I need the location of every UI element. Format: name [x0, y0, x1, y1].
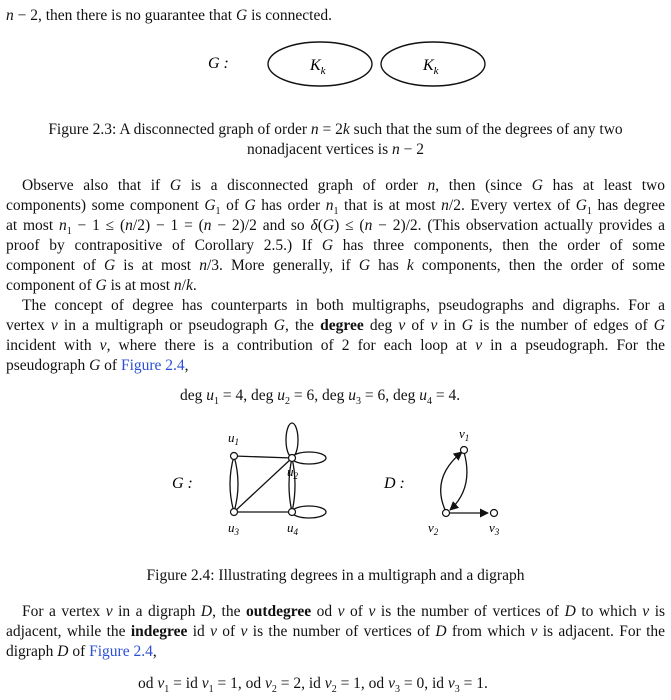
digraph-d-label: D : — [384, 475, 405, 492]
vertex — [289, 455, 296, 462]
vertex — [461, 447, 468, 454]
paragraph-line: components) some component $G_1$ of G has order $n_1$ that is at most n/2. Every vertex of $G_1$ has degree — [6, 197, 665, 218]
graph-g-label: G : — [208, 55, 229, 72]
graph-g-label: G : — [172, 475, 193, 492]
paragraph-line: For a vertex v in a digraph D, the outdegree od v of v is the number of vertices of D to which v is — [22, 603, 666, 620]
vertex-label-v2: $v_2$ — [428, 520, 439, 537]
vertex-label-u2: $u_2$ — [287, 464, 298, 481]
deg-equation: deg $u_1 = 4$, deg $u_2 = 6$, deg $u_3 = 6$, deg $u_4 = 4$. — [180, 387, 461, 408]
vertex-label-u4: $u_4$ — [287, 520, 298, 537]
vertex-label-u1: $u_1$ — [228, 430, 239, 447]
vertex — [443, 510, 450, 517]
paragraph-line: proof by contrapositive of Corollary 2.5.) If G has three components, then the order of some — [6, 237, 665, 254]
paragraph-line: vertex v in a multigraph or pseudograph G, the degree deg v of v in G is the number of edges of G — [6, 317, 665, 334]
term-indegree: indegree — [130, 623, 188, 640]
paragraph-line: pseudograph G of Figure 2.4, — [6, 357, 189, 374]
digraph-arcs — [441, 452, 488, 513]
component-label: $K_k$ — [423, 57, 439, 77]
vertex — [491, 510, 498, 517]
term-outdegree: outdegree — [245, 603, 312, 620]
figure-caption: Figure 2.4: Illustrating degrees in a multigraph and a digraph — [146, 567, 525, 584]
term-degree: degree — [320, 317, 364, 334]
figure-2-4 — [0, 418, 671, 548]
paragraph-line: component of G is at most n/k. — [6, 277, 197, 294]
vertex-label-v3: $v_3$ — [489, 520, 500, 537]
vertex — [231, 509, 238, 516]
figure-2-4-link[interactable]: Figure 2.4 — [120, 357, 185, 374]
paragraph-line: adjacent, while the indegree id v of v is the number of vertices of D from which v is adjacent. For the — [6, 623, 665, 640]
component-label: $K_k$ — [310, 57, 326, 77]
figure-caption: Figure 2.3: A disconnected graph of order n = 2k such that the sum of the degrees of any two — [48, 121, 623, 138]
paragraph-line: digraph D of Figure 2.4, — [6, 643, 157, 660]
vertex — [231, 453, 238, 460]
text-line: n − 2, then there is no guarantee that G is connected. — [6, 7, 332, 24]
vertex-label-v1: $v_1$ — [459, 426, 470, 443]
multigraph-edges — [230, 423, 326, 518]
od-equation: od $v_1$ = id $v_1 = 1$, od $v_2 = 2$, id $v_2 = 1$, od $v_3 = 0$, id $v_3 = 1$. — [138, 675, 488, 696]
figure-2-4-link[interactable]: Figure 2.4 — [89, 643, 153, 660]
paragraph-line: component of G is at most n/3. More generally, if G has k components, then the order of some — [6, 257, 666, 274]
vertex — [289, 509, 296, 516]
paragraph-line: The concept of degree has counterparts in both multigraphs, pseudographs and digraphs. For a — [22, 297, 665, 314]
figure-caption: nonadjacent vertices is n − 2 — [246, 141, 425, 158]
paragraph-line: at most $n_1 - 1 \le (n/2) - 1 = (n - 2)/2$ and so δ(G) ≤ (n − 2)/2. (This observation actually provides a — [6, 217, 665, 238]
vertex-label-u3: $u_3$ — [228, 520, 239, 537]
paragraph-line: incident with v, where there is a contribution of 2 for each loop at v in a pseudograph. For the — [6, 337, 665, 354]
figure-2-3 — [0, 40, 671, 100]
paragraph-line: Observe also that if G is a disconnected graph of order n, then (since G has at least two — [22, 177, 665, 194]
